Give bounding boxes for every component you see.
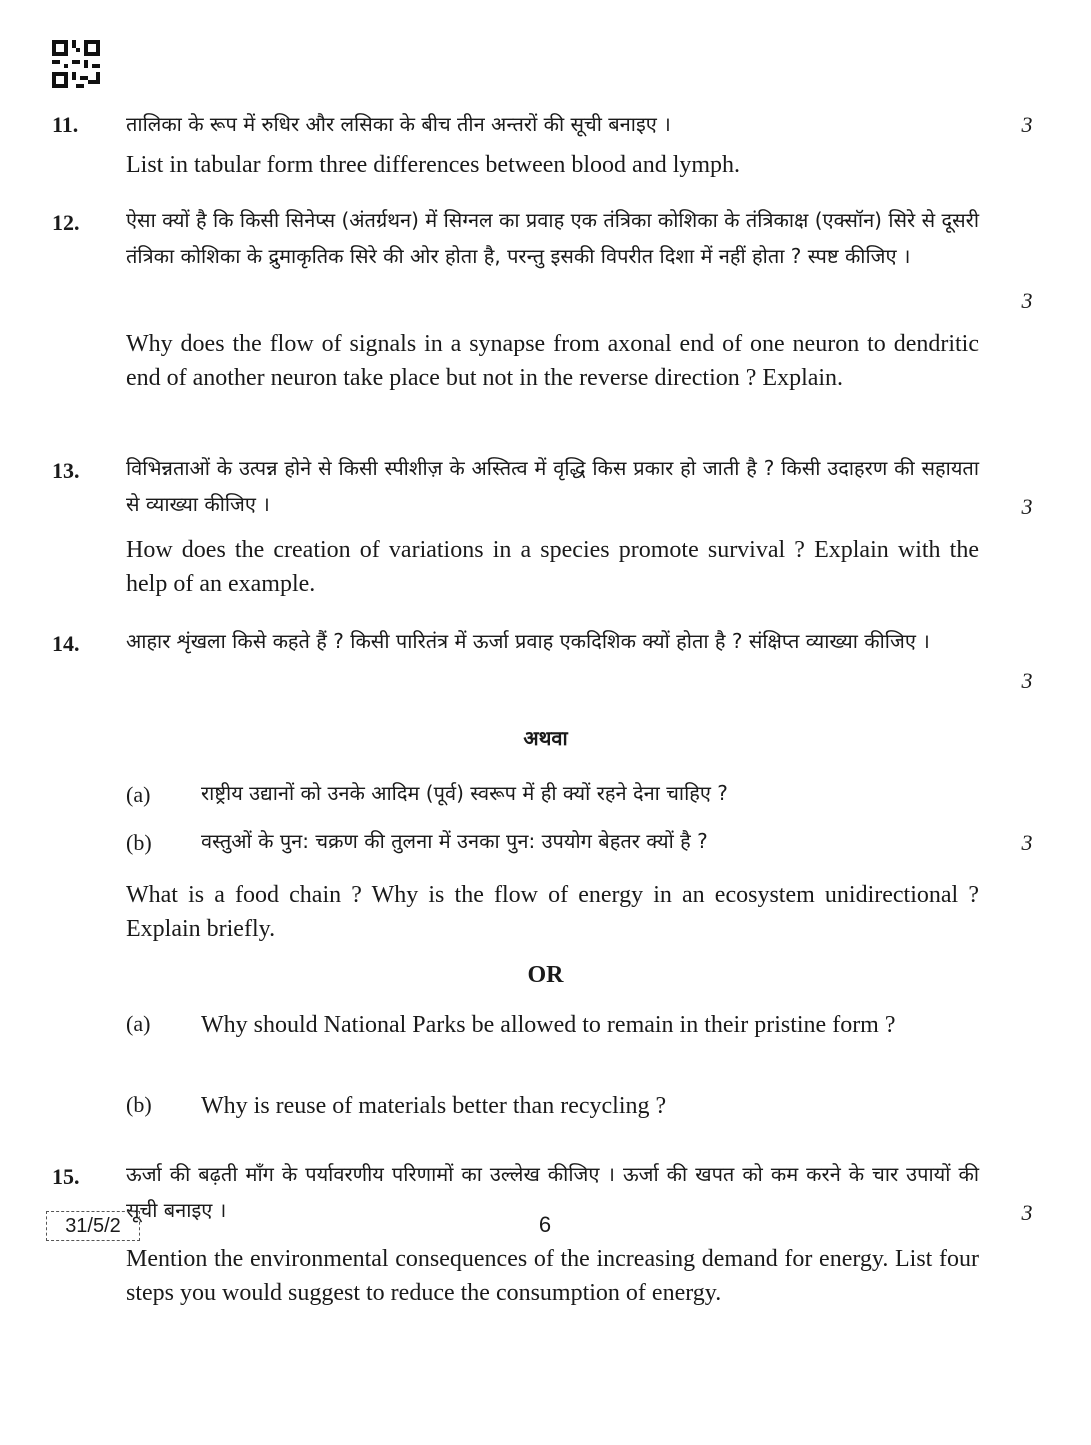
marks: 3 — [1021, 494, 1033, 519]
qr-code — [52, 40, 100, 88]
page-number: 6 — [538, 1212, 552, 1237]
sub-question-label: (b) — [126, 1092, 152, 1117]
marks: 3 — [1021, 112, 1033, 137]
sub-question-text-english: Why should National Parks be allowed to remain in their pristine form ? — [201, 1012, 896, 1038]
sub-question-label: (a) — [126, 782, 151, 807]
sub-question-label: (a) — [126, 1011, 151, 1036]
or-heading-hindi: अथवा — [523, 726, 568, 750]
question-number: 14. — [52, 631, 80, 656]
sub-question-text-english: Why is reuse of materials better than recycling ? — [201, 1093, 667, 1119]
question-text-hindi: ऊर्जा की बढ़ती माँग के पर्यावरणीय परिणामों का उल्लेख कीजिए । ऊर्जा की खपत को कम करने के चार उपायों की सूची बनाइए । — [126, 1162, 979, 1222]
marks: 3 — [1021, 830, 1033, 855]
question-text-hindi: आहार शृंखला किसे कहते हैं ? किसी पारितंत्र में ऊर्जा प्रवाह एकदिशिक क्यों होता है ? संक्षिप्त व्याख्या कीजिए । — [126, 629, 930, 653]
question-number: 13. — [52, 458, 80, 483]
marks: 3 — [1021, 288, 1033, 313]
sub-question-label: (b) — [126, 830, 152, 855]
question-text-hindi: विभिन्नताओं के उत्पन्न होने से किसी स्पीशीज़ के अस्तित्व में वृद्धि किस प्रकार हो जाती है ? किसी उदाहरण की सहायता से व्याख्या कीजिए । — [126, 456, 979, 516]
question-text-english: List in tabular form three differences between blood and lymph. — [126, 152, 741, 178]
question-text-english: Mention the environmental consequences of the increasing demand for energy. List four steps you would suggest to reduce the consumption of energy. — [126, 1246, 979, 1306]
question-number: 11. — [52, 112, 79, 137]
question-number: 15. — [52, 1164, 80, 1189]
question-text-english: What is a food chain ? Why is the flow of energy in an ecosystem unidirectional ? Explain briefly. — [126, 882, 979, 942]
marks: 3 — [1021, 668, 1033, 693]
question-text-hindi: ऐसा क्यों है कि किसी सिनेप्स (अंतर्ग्रथन) में सिग्नल का प्रवाह एक तंत्रिका कोशिका के तंत्रिकाक्ष (एक्सॉन) सिरे से दूसरी तंत्रिका कोशिका के द्रुमाकृतिक सिरे की ओर होता है, परन्तु इसकी विपरीत दिशा में नहीं होता ? स्पष्ट कीजिए । — [126, 208, 979, 268]
marks: 3 — [1021, 1200, 1033, 1225]
sub-question-text-hindi: राष्ट्रीय उद्यानों को उनके आदिम (पूर्व) स्वरूप में ही क्यों रहने देना चाहिए ? — [201, 781, 728, 805]
question-text-english: Why does the flow of signals in a synapse from axonal end of one neuron to dendritic end of another neuron take place but not in the reverse direction ? Explain. — [126, 331, 979, 391]
question-number: 12. — [52, 210, 80, 235]
question-text-hindi: तालिका के रूप में रुधिर और लसिका के बीच तीन अन्तरों की सूची बनाइए । — [126, 112, 671, 136]
question-text-english: How does the creation of variations in a species promote survival ? Explain with the help of an example. — [126, 537, 979, 597]
paper-code: 31/5/2 — [46, 1211, 140, 1241]
sub-question-text-hindi: वस्तुओं के पुन: चक्रण की तुलना में उनका पुन: उपयोग बेहतर क्यों है ? — [201, 829, 708, 853]
or-heading-english: OR — [527, 962, 564, 988]
